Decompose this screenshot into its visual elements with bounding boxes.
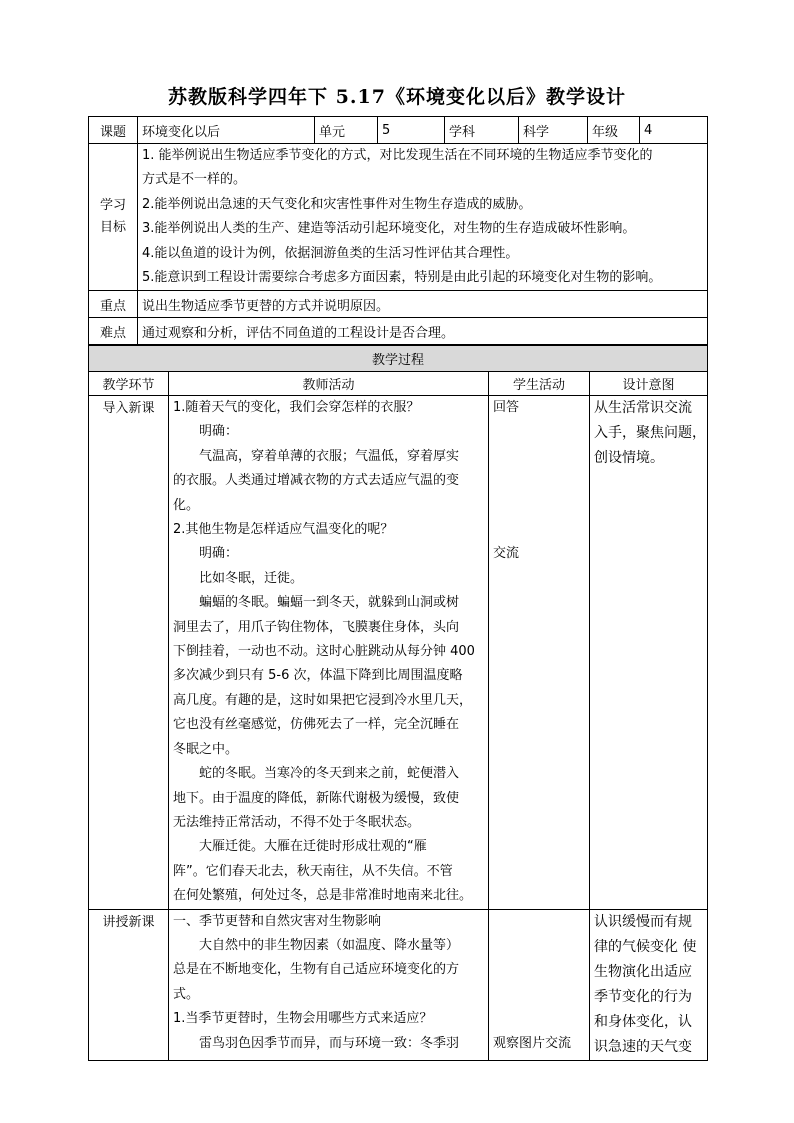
text-line: 下倒挂着，一动也不动。这时心脏跳动从每分钟 400 — [173, 644, 475, 660]
page-title: 苏教版科学四年下 5.17《环境变化以后》教学设计 — [168, 86, 626, 108]
text-line: 认识缓慢而有规 — [594, 913, 692, 930]
text-line: 洞里去了，用爪子钩住物体，飞膜裹住身体，头向 — [173, 619, 460, 635]
intro-student-activity — [489, 396, 590, 910]
objectives-label-line: 目标 — [99, 220, 126, 236]
process-band-title: 教学过程 — [89, 346, 708, 372]
text-line: 比如冬眠，迁徙。 — [199, 570, 304, 586]
text-line: 地下。由于温度的降低，新陈代谢极为缓慢，致使 — [173, 790, 460, 806]
header-teacher: 教师活动 — [169, 372, 489, 396]
text-line: 雷鸟羽色因季节而异，而与环境一致：冬季羽 — [199, 1035, 460, 1051]
text-line: 识急速的天气变 — [594, 1038, 692, 1055]
key-point-value: 说出生物适应季节更替的方式并说明原因。 — [138, 291, 708, 318]
difficult-point-row — [89, 318, 708, 345]
objective-line: 3.能举例说出人类的生产、建造等活动引起环境变化，对生物的生存造成破坏性影响。 — [142, 221, 636, 237]
teaching-process-table — [88, 345, 708, 1061]
lesson-value: 环境变化以后 — [138, 117, 315, 144]
text-line: 无法维持正常活动，不得不处于冬眠状态。 — [173, 814, 421, 830]
lecture-stage: 讲授新课 — [89, 909, 169, 1060]
text-line: 高几度。有趣的是，这时如果把它浸到冷水里几天， — [173, 692, 473, 708]
objective-line: 1. 能举例说出生物适应季节变化的方式，对比发现生活在不同环境的生物适应季节变化的 — [142, 148, 653, 163]
objective-line: 2.能举例说出急速的天气变化和灾害性事件对生物生存造成的威胁。 — [142, 196, 532, 212]
text-line: 大雁迁徙。大雁在迁徙时形成壮观的“雁 — [199, 839, 427, 855]
lesson-info-table — [88, 116, 708, 345]
text-line: 从生活常识交流 — [594, 400, 692, 416]
objectives-row — [89, 144, 708, 291]
text-line: 的衣服。人类通过增减衣物的方式去适应气温的变 — [173, 473, 460, 489]
unit-label: 单元 — [315, 117, 378, 144]
process-band-row — [89, 346, 708, 372]
text-line: 季节变化的行为 — [594, 988, 692, 1005]
spacer — [493, 420, 585, 542]
process-header-row — [89, 372, 708, 396]
key-point-label: 重点 — [89, 291, 138, 318]
lesson-row — [89, 117, 708, 144]
text-line: 总是在不断地变化，生物有自己适应环境变化的方 — [173, 962, 460, 978]
key-point-row — [89, 291, 708, 318]
text-line: 阵”。它们春天北去，秋天南往，从不失信。不管 — [173, 863, 453, 879]
unit-value: 5 — [378, 117, 445, 144]
objectives-content — [138, 144, 708, 291]
spacer — [493, 910, 585, 1032]
lecture-design-intent — [590, 909, 708, 1060]
objective-line: 4.能以鱼道的设计为例，依据洄游鱼类的生活习性评估其合理性。 — [142, 245, 519, 261]
text-line: 明确： — [199, 546, 239, 562]
text-line: 生物演化出适应 — [594, 963, 692, 980]
text-line: 大自然中的非生物因素（如温度、降水量等） — [199, 937, 460, 953]
lecture-student-activity — [489, 909, 590, 1060]
text-line: 明确： — [199, 424, 239, 440]
text-line: 律的气候变化 使 — [594, 938, 697, 955]
header-intent: 设计意图 — [590, 372, 708, 396]
intro-row — [89, 396, 708, 910]
text-line: 1.当季节更替时，生物会用哪些方式来适应？ — [173, 1011, 433, 1027]
lesson-label: 课题 — [89, 117, 138, 144]
text-line: 它也没有丝毫感觉，仿佛死去了一样，完全沉睡在 — [173, 717, 460, 733]
text-line: 1.随着天气的变化，我们会穿怎样的衣服？ — [173, 400, 420, 415]
text-line: 入手，聚焦问题， — [594, 425, 706, 441]
subject-label: 学科 — [445, 117, 519, 144]
lecture-row — [89, 909, 708, 1060]
text-line: 一、季节更替和自然灾害对生物影响 — [173, 913, 382, 929]
text-line: 气温高，穿着单薄的衣服；气温低，穿着厚实 — [199, 448, 460, 464]
text-line: 创设情境。 — [594, 450, 664, 466]
text-line: 和身体变化，认 — [594, 1013, 692, 1030]
student-observe: 观察图片交流 — [493, 1035, 572, 1051]
objectives-label — [89, 144, 138, 291]
intro-stage: 导入新课 — [89, 396, 169, 910]
text-line: 多次减少到只有 5-6 次，体温下降到比周围温度略 — [173, 668, 463, 684]
grade-value: 4 — [640, 117, 708, 144]
text-line: 式。 — [173, 986, 200, 1002]
lecture-teacher-activity — [169, 909, 489, 1060]
text-line: 蛇的冬眠。当寒冷的冬天到来之前，蛇便潜入 — [199, 766, 460, 782]
header-stage: 教学环节 — [89, 372, 169, 396]
student-exchange: 交流 — [493, 546, 520, 562]
header-student: 学生活动 — [489, 372, 590, 396]
grade-label: 年级 — [588, 117, 640, 144]
difficult-point-label: 难点 — [89, 318, 138, 345]
objectives-label-line: 学习 — [99, 198, 126, 214]
intro-design-intent — [590, 396, 708, 910]
objective-line: 方式是不一样的。 — [142, 172, 247, 188]
text-line: 化。 — [173, 497, 200, 513]
intro-teacher-activity — [169, 396, 489, 910]
objective-line: 5.能意识到工程设计需要综合考虑多方面因素，特别是由此引起的环境变化对生物的影响。 — [142, 270, 662, 286]
difficult-point-value: 通过观察和分析，评估不同鱼道的工程设计是否合理。 — [138, 318, 708, 345]
text-line: 冬眠之中。 — [173, 741, 239, 757]
text-line: 蝙蝠的冬眠。蝙蝠一到冬天，就躲到山洞或树 — [199, 595, 460, 611]
student-answer: 回答 — [493, 400, 520, 415]
text-line: 在何处繁殖，何处过冬，总是非常准时地南来北往。 — [173, 888, 473, 904]
text-line: 2.其他生物是怎样适应气温变化的呢？ — [173, 522, 394, 538]
subject-value: 科学 — [519, 117, 588, 144]
